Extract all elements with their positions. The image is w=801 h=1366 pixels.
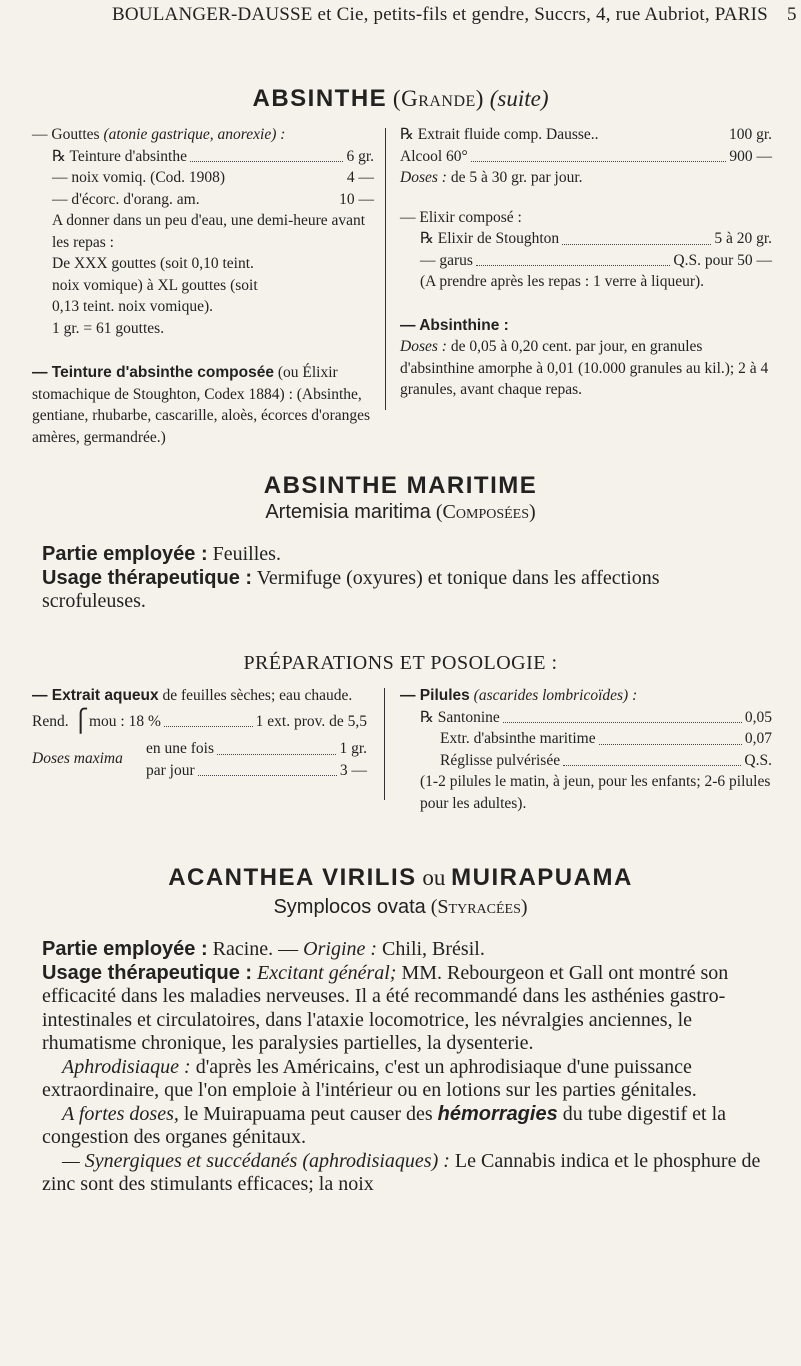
running-head [112,4,801,26]
acanthea-description: Partie employée : Racine. — Origine : Chili, Brésil. Usage thérapeutique : Excitant général; MM. Rebourgeon et Gall ont montré son efficacité dans les maladies nerveuses. Il a été recommandé dans les asthénies gastro-intestinales et circulatoires, dans l'ataxie locomotrice, les névralgies anciennes, le rhumatisme chronique, les paralysies partielles, la dysenterie. Aphrodisiaque : d'après les Américains, c'est un aphrodisiaque d'une puissance extraordinaire, que l'on emploie à l'intérieur ou en lotions sur les parties génitales. A fortes doses, le Muirapuama peut causer des hémorragies du tube digestif et la congestion des organes génitaux. — Synergiques et succédanés (aphrodisiaques) : Le Cannabis indica et le phosphure de zinc sont des stimulants efficaces; la noix [42,938,761,1195]
acanthea-subtitle: Symplocos ovata (Styracées) [273,896,528,918]
absinthe-left-column: — Gouttes (atonie gastrique, anorexie) : ℞ Teinture d'absinthe 6 gr. — noix vomiq. (Cod. 1908) 4 — — d'écorc. d'orang. am. 10 — A donner dans un peu d'eau, une demi-heure avant les repas : De XXX gouttes (soit 0,10 teint. noix vomique) à XL gouttes (soit 0,13 teint. noix vomique). 1 gr. = 61 gouttes. — Teinture d'absinthe composée (ou Élixir stomachique de Stoughton, Codex 1884) : (Absinthe, gentiane, rhubarbe, cascarille, aloès, écorces d'oranges amères, germandrée.) [32,126,374,446]
maritime-description: Partie employée : Feuilles. Usage thérapeutique : Vermifuge (oxyures) et tonique dans les affections scrofuleuses. [42,543,660,612]
formula-row: — d'écorc. d'orang. am. 10 — [52,190,374,208]
formula-row: — garus Q.S. pour 50 — [420,251,772,269]
column-divider [384,688,385,800]
formula-row: — noix vomiq. (Cod. 1908) 4 — [52,169,374,186]
section-title-acanthea: ACANTHEA VIRILIS ou MUIRAPUAMA [168,864,633,891]
maritime-right-column: — Pilules (ascarides lombricoïdes) : ℞ Santonine 0,05 Extr. d'absinthe maritime 0,07 Réglisse pulvérisée Q.S. (1-2 pilules le matin, à jeun, pour les enfants; 2-6 pilules pour les adultes). [400,685,772,814]
teinture-heading: — Teinture d'absinthe composée [32,364,274,381]
formula-row: ℞ Santonine 0,05 [420,708,772,726]
rendement-row: Rend. ⎧ mou : 18 % 1 ext. prov. de 5,5 [32,707,367,733]
dosage-note: A donner dans un peu d'eau, une demi-heure avant les repas : [52,212,366,251]
section-title-absinthe: ABSINTHE (Grande) (suite) [252,85,549,112]
dose-line: De XXX gouttes (soit 0,10 teint. [52,255,254,272]
teinture-text: (ou Élixir stomachique de Stoughton, Codex 1884) : (Absinthe, gentiane, rhubarbe, cascarille, aloès, écorces d'oranges amères, germandrée.) [32,364,371,446]
formula-row: ℞ Elixir de Stoughton 5 à 20 gr. [420,230,772,247]
elixir-note: (A prendre après les repas : 1 verre à liqueur). [420,273,705,290]
section-title-maritime: ABSINTHE MARITIME [263,472,538,499]
dose-line: noix vomique) à XL gouttes (soit [52,276,258,294]
doses-maxima: Doses maxima en une fois 1 gr. par jour 3 — [32,740,367,779]
formula-row: Extr. d'absinthe maritime 0,07 [440,730,772,747]
preparations-heading: PRÉPARATIONS ET POSOLOGIE : [243,652,558,674]
absinthe-right-column: ℞ Extrait fluide comp. Dausse.. 100 gr. Alcool 60° 900 — Doses : de 5 à 30 gr. par jour. — Elixir composé : ℞ Elixir de Stoughton 5 à 20 gr. — garus Q.S. pour 50 — (A prendre après les repas : 1 verre à liqueur). — Absinthine : Doses : de 0,05 à 0,20 cent. par jour, en granules d'absinthine amorphe à 0,01 (10.000 granules au kil.); 2 à 4 granules, avant chaque repas. [400,126,772,398]
equivalence: 1 gr. = 61 gouttes. [52,319,165,337]
formula-row: ℞ Extrait fluide comp. Dausse.. 100 gr. [400,126,772,143]
page-number: 5 [787,4,797,25]
formula-row: ℞ Teinture d'absinthe 6 gr. [52,147,374,165]
elixir-heading: — Elixir composé : [400,208,522,226]
dose-line: 0,13 teint. noix vomique). [52,298,214,315]
running-head-text: BOULANGER-DAUSSE et Cie, petits-fils et gendre, Succrs, 4, rue Aubriot, PARIS [112,4,768,25]
maritime-subtitle: Artemisia maritima (Composées) [265,501,536,523]
column-divider [385,128,386,410]
absinthine-heading: — Absinthine : [400,316,509,334]
formula-row: Réglisse pulvérisée Q.S. [440,751,772,769]
formula-row: Alcool 60° 900 — [400,147,772,165]
pilules-note: (1-2 pilules le matin, à jeun, pour les enfants; 2-6 pilules pour les adultes). [420,773,771,812]
maritime-left-column: — Extrait aqueux de feuilles sèches; eau chaude. Rend. ⎧ mou : 18 % 1 ext. prov. de 5,5 Doses maxima en une fois 1 gr. par jour 3 — [32,685,367,781]
